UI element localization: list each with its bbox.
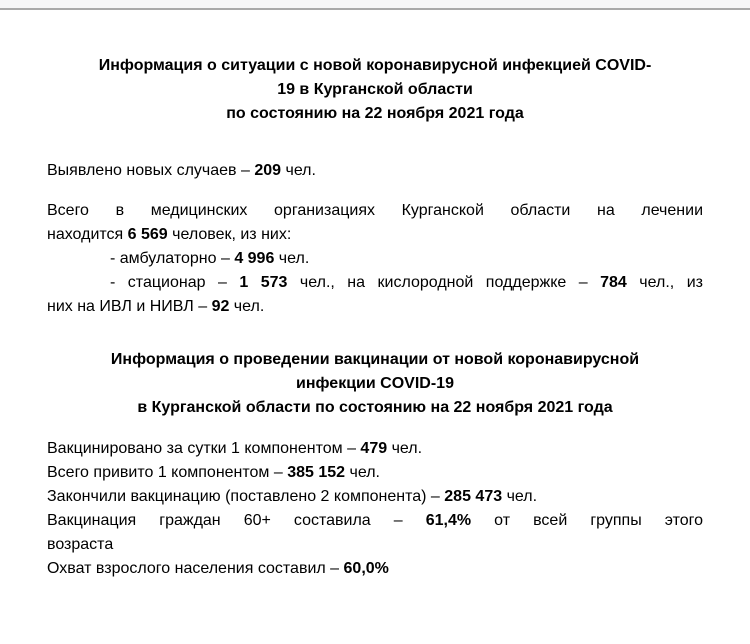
document-content (0, 54, 750, 581)
vaccination-paragraph (47, 437, 703, 581)
treatment-paragraph (47, 199, 703, 319)
stat-value: 209 (254, 162, 282, 179)
text-run: Всего привито 1 компонентом – (47, 464, 288, 481)
text-run: Вакцинировано за сутки 1 компонентом – (47, 440, 361, 457)
stat-line-treatment-1 (47, 199, 703, 223)
text-run: Вакцинация граждан 60+ составила – (47, 512, 426, 529)
stat-line-inpatient-2 (47, 295, 703, 319)
text-run: находится (47, 226, 128, 243)
report1-title (47, 54, 703, 126)
text-run: чел., на кислородной поддержке – (287, 274, 601, 291)
stat-value: 285 473 (444, 488, 503, 505)
stat-value: 479 (360, 440, 388, 457)
report2-title (47, 348, 703, 420)
stat-line-inpatient-1 (47, 271, 703, 295)
stat-value: 61,4% (425, 512, 472, 529)
text-run: чел. (229, 298, 265, 315)
text-run: чел. (274, 250, 310, 267)
text-run: чел. (345, 464, 380, 481)
stat-line-daily-first-component (47, 437, 703, 461)
stat-value: 92 (211, 298, 230, 315)
text-run: Закончили вакцинацию (поставлено 2 компонента) – (47, 488, 445, 505)
window-edge-bar (0, 0, 750, 10)
text-run: Выявлено новых случаев – (47, 162, 255, 179)
stat-line-new-cases (47, 159, 703, 183)
stat-line-treatment-2 (47, 223, 703, 247)
stat-value: 385 152 (287, 464, 346, 481)
text-run: человек, из них: (167, 226, 292, 243)
new-cases-paragraph (47, 159, 703, 183)
report2-title-line-2: инфекции COVID-19 (296, 375, 454, 392)
stat-value: 1 573 (239, 274, 288, 291)
report1-title-line-2: 19 в Курганской области (277, 81, 473, 98)
stat-line-seniors-coverage-1 (47, 509, 703, 533)
stat-line-completed-vaccination (47, 485, 703, 509)
report2-title-line-1: Информация о проведении вакцинации от новой коронавирусной (110, 351, 640, 368)
text-run: чел. (502, 488, 538, 505)
text-run: возраста (47, 536, 114, 553)
text-run: чел. (387, 440, 423, 457)
report1-title-line-1: Информация о ситуации с новой коронавирусной инфекцией COVID- (98, 57, 652, 74)
text-run: - амбулаторно – (110, 250, 235, 267)
stat-line-outpatient (47, 247, 703, 271)
stat-line-seniors-coverage-2 (47, 533, 703, 557)
text-run: от всей группы этого (471, 512, 704, 529)
stat-line-adult-coverage (47, 557, 703, 581)
text-run: чел. (281, 162, 316, 179)
text-run: - стационар – (110, 274, 240, 291)
text-run: Всего в медицинских организациях Курганской области на лечении (47, 202, 703, 219)
stat-value: 60,0% (343, 560, 389, 577)
report2-title-line-3: в Курганской области по состоянию на 22 ноября 2021 года (137, 399, 613, 416)
text-run: чел., из (626, 274, 703, 291)
stat-value: 6 569 (127, 226, 168, 243)
stat-value: 4 996 (234, 250, 275, 267)
stat-line-total-first-component (47, 461, 703, 485)
stat-value: 784 (600, 274, 627, 291)
text-run: Охват взрослого населения составил – (47, 560, 344, 577)
text-run: них на ИВЛ и НИВЛ – (47, 298, 212, 315)
report1-title-line-3: по состоянию на 22 ноября 2021 года (226, 105, 524, 122)
